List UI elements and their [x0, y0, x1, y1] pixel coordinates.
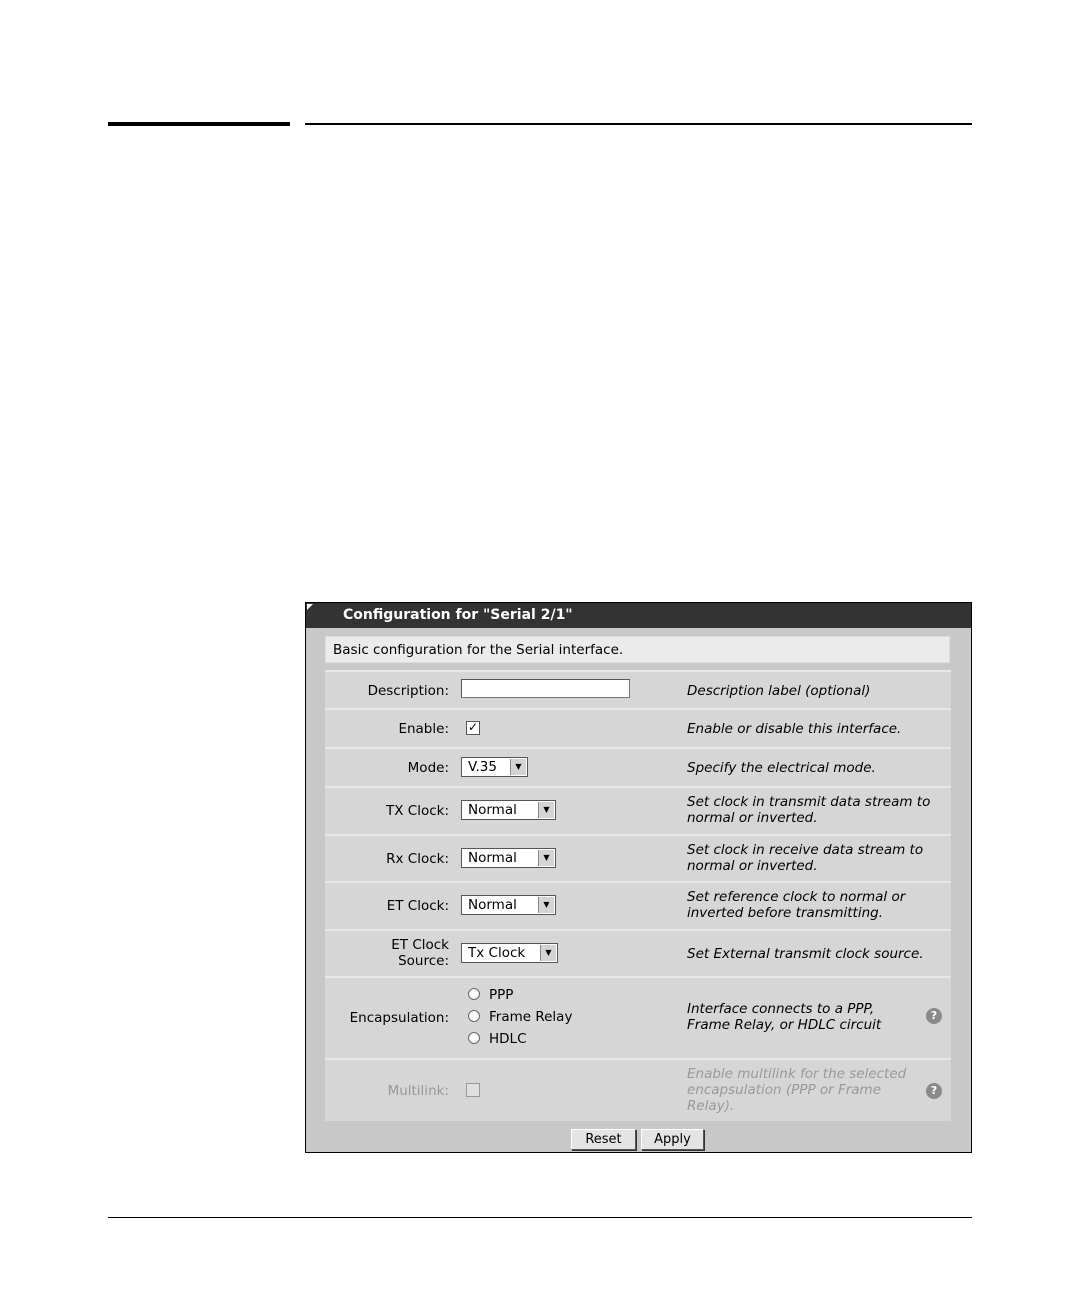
enable-help: Enable or disable this interface. — [687, 721, 902, 737]
row-enable — [325, 708, 951, 747]
rx-clock-select-value: Normal — [468, 850, 517, 866]
help-icon[interactable]: ? — [926, 1008, 942, 1024]
multilink-label: Multilink: — [387, 1083, 449, 1099]
row-et-clock-source — [325, 929, 951, 976]
encapsulation-option-frame-relay[interactable] — [468, 1009, 572, 1025]
header-rule-thick — [108, 122, 290, 126]
reset-button[interactable]: Reset — [571, 1129, 636, 1150]
multilink-checkbox[interactable] — [466, 1083, 480, 1097]
chevron-down-icon[interactable]: ▼ — [538, 897, 554, 913]
et-clock-source-select[interactable] — [461, 943, 558, 963]
radio-ppp[interactable] — [468, 988, 480, 1000]
et-clock-label: ET Clock: — [386, 898, 449, 914]
encapsulation-option-hdlc[interactable] — [468, 1031, 527, 1047]
multilink-help: Enable multilink for the selected encapsulation (PPP or Frame Relay). — [687, 1066, 907, 1114]
et-clock-source-help: Set External transmit clock source. — [687, 946, 924, 962]
description-help: Description label (optional) — [687, 683, 871, 699]
row-et-clock — [325, 881, 951, 929]
description-input[interactable] — [461, 679, 630, 698]
radio-frame-relay[interactable] — [468, 1010, 480, 1022]
radio-hdlc-label: HDLC — [489, 1031, 527, 1047]
radio-frame-relay-label: Frame Relay — [489, 1009, 573, 1025]
rx-clock-label: Rx Clock: — [386, 851, 449, 867]
row-description — [325, 670, 951, 708]
encapsulation-label: Encapsulation: — [349, 1010, 449, 1026]
row-mode — [325, 747, 951, 786]
rx-clock-help: Set clock in receive data stream to normal or inverted. — [687, 842, 924, 874]
panel-title-bar — [306, 603, 971, 628]
footer-rule — [108, 1217, 972, 1218]
panel-intro: Basic configuration for the Serial interface. — [325, 636, 950, 663]
et-clock-select-value: Normal — [468, 897, 517, 913]
rx-clock-select[interactable] — [461, 848, 556, 868]
mode-select[interactable] — [461, 757, 528, 777]
row-multilink — [325, 1058, 951, 1121]
et-clock-help: Set reference clock to normal or inverted before transmitting. — [687, 889, 906, 921]
corner-icon — [307, 604, 313, 610]
mode-label: Mode: — [407, 760, 449, 776]
encapsulation-option-ppp[interactable] — [468, 987, 513, 1003]
config-panel — [305, 602, 972, 1153]
et-clock-select[interactable] — [461, 895, 556, 915]
chevron-down-icon[interactable]: ▼ — [538, 802, 554, 818]
help-icon[interactable]: ? — [926, 1083, 942, 1099]
tx-clock-select[interactable] — [461, 800, 556, 820]
chevron-down-icon[interactable]: ▼ — [510, 759, 526, 775]
mode-help: Specify the electrical mode. — [687, 760, 876, 776]
chevron-down-icon[interactable]: ▼ — [538, 850, 554, 866]
panel-title: Configuration for "Serial 2/1" — [343, 607, 573, 623]
radio-ppp-label: PPP — [489, 987, 514, 1003]
row-tx-clock — [325, 786, 951, 834]
mode-select-value: V.35 — [468, 759, 497, 775]
et-clock-source-label-line1: ET Clock — [391, 937, 449, 953]
encapsulation-help: Interface connects to a PPP, Frame Relay, or HDLC circuit — [687, 1001, 882, 1033]
tx-clock-select-value: Normal — [468, 802, 517, 818]
chevron-down-icon[interactable]: ▼ — [540, 945, 556, 961]
row-encapsulation — [325, 976, 951, 1058]
header-rule-thin — [305, 123, 972, 125]
et-clock-source-label — [391, 937, 449, 969]
et-clock-source-select-value: Tx Clock — [468, 945, 526, 961]
row-rx-clock — [325, 834, 951, 881]
description-label: Description: — [367, 683, 449, 699]
enable-checkbox[interactable]: ✓ — [467, 720, 479, 734]
enable-label: Enable: — [398, 721, 449, 737]
et-clock-source-label-line2: Source: — [398, 953, 449, 969]
config-rows — [325, 670, 951, 1121]
radio-hdlc[interactable] — [468, 1032, 480, 1044]
tx-clock-label: TX Clock: — [385, 803, 449, 819]
tx-clock-help: Set clock in transmit data stream to normal or inverted. — [687, 794, 931, 826]
apply-button[interactable]: Apply — [641, 1129, 704, 1150]
